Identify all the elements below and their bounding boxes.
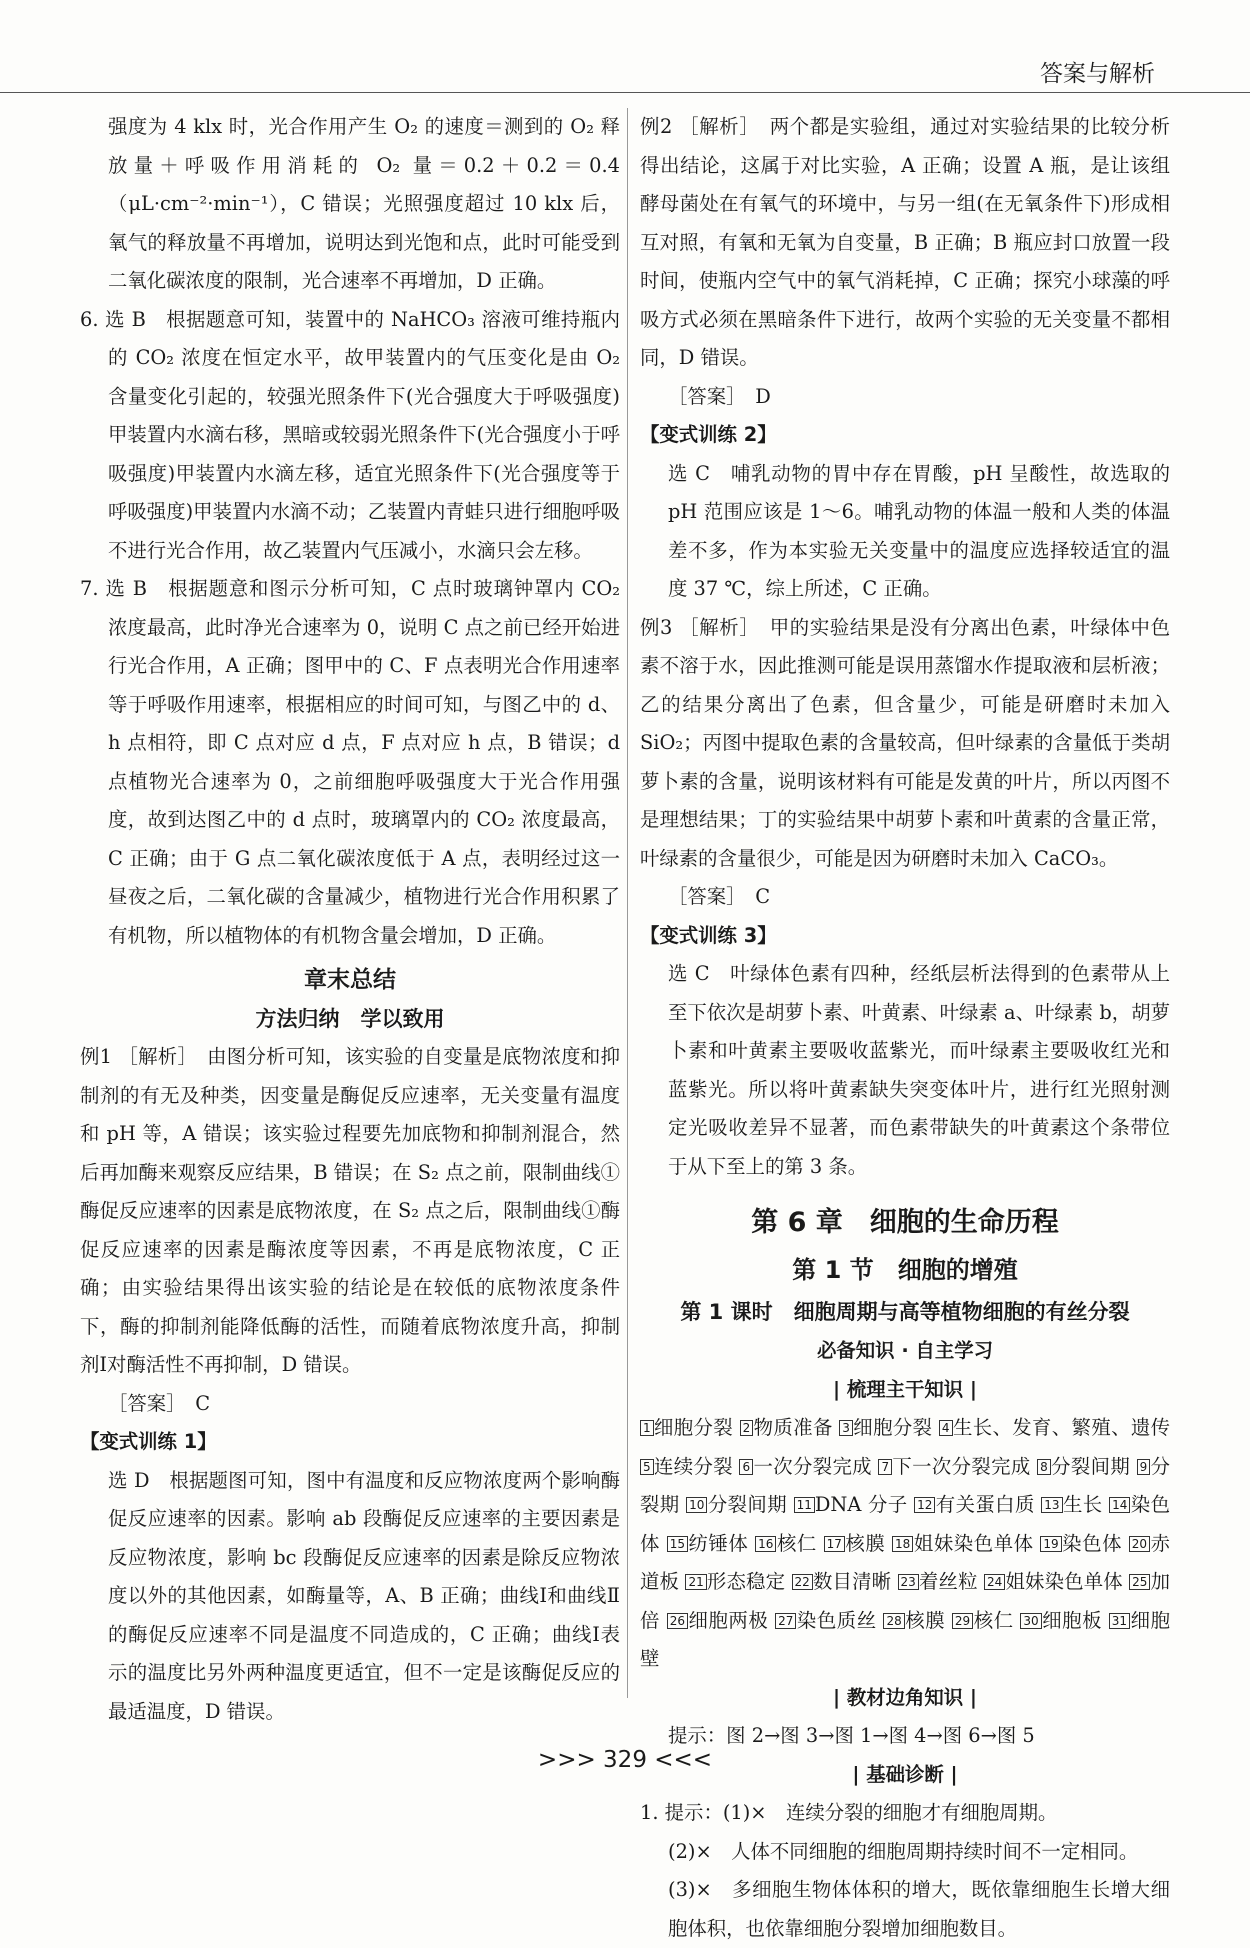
knowledge-number: 3	[839, 1420, 853, 1436]
knowledge-number: 9	[1137, 1459, 1151, 1475]
knowledge-item: 纺锤体	[687, 1531, 756, 1555]
knowledge-number: 12	[914, 1497, 935, 1513]
knowledge-item: 核仁	[776, 1531, 824, 1555]
answer-6: 6. 选 B 根据题意可知，装置中的 NaHCO₃ 溶液可维持瓶内的 CO₂ 浓度在恒定水平，故甲装置内的气压变化是由 O₂ 含量变化引起的，较强光照条件下(光合强度大于呼吸强度)甲装置内水滴右移，黑暗或较弱光照条件下(光合强度小于呼吸强度)甲装置内水滴左移，适宜光照条件下(光合强度等于呼吸强度)甲装置内水滴不动；乙装置内青蛙只进行细胞呼吸不进行光合作用，故乙装置内气压减小，水滴只会左移。	[80, 307, 620, 562]
knowledge-item: 物质准备	[753, 1416, 840, 1439]
knowledge-number: 15	[667, 1536, 688, 1552]
lesson-title: 第 1 课时 细胞周期与高等植物细胞的有丝分裂	[680, 1300, 1130, 1324]
diagnosis-3: (3)× 多细胞生物体体积的增大，既依靠细胞生长增大细胞体积，也依靠细胞分裂增加细胞数目。	[668, 1878, 1170, 1940]
header-title: 答案与解析	[1040, 61, 1155, 87]
answer-continuation: 强度为 4 klx 时，光合作用产生 O₂ 的速度＝测到的 O₂ 释放量＋呼吸作用消耗的 O₂ 量＝0.2＋0.2＝0.4（μL·cm⁻²·min⁻¹），C 错误；光照强度超过 10 klx 后，氧气的释放量不再增加，说明达到光饱和点，此时可能受到二氧化碳浓度的限制，光合速率不再增加，D 正确。	[108, 115, 620, 292]
answer-7: 7. 选 B 根据题意和图示分析可知，C 点时玻璃钟罩内 CO₂ 浓度最高，此时净光合速率为 0，说明 C 点之前已经开始进行光合作用，A 正确；图甲中的 C、F 点表明光合作用速率等于呼吸作用速率，根据相应的时间可知，与图乙中的 d、h 点相符，即 C 点对应 d 点，F 点对应 h 点，B 错误；d 点植物光合速率为 0，之前细胞呼吸强度大于光合作用强度，故到达图乙中的 d 点时，玻璃罩内的 CO₂ 浓度最高，C 正确；由于 G 点二氧化碳浓度低于 A 点，表明经过这一昼夜之后，二氧化碳的含量减少，植物进行光合作用积累了有机物，所以植物体的有机物含量会增加，D 正确。	[80, 577, 620, 947]
knowledge-number: 8	[1037, 1459, 1051, 1475]
example-3: 例3 ［解析］ 甲的实验结果是没有分离出色素，叶绿体中色素不溶于水，因此推测可能是误用蒸馏水作提取液和层析液；乙的结果分离出了色素，但含量少，可能是研磨时未加入 SiO₂；丙图中提取色素的含量较高，但叶绿素的含量低于类胡萝卜素的含量，说明该材料有可能是发黄的叶片，所以丙图不是理想结果；丁的实验结果中胡萝卜素和叶黄素的含量正常，叶绿素的含量很少，可能是因为研磨时未加入 CaCO₃。	[640, 615, 1170, 870]
knowledge-number: 17	[824, 1536, 845, 1552]
knowledge-number: 4	[939, 1420, 953, 1436]
knowledge-number: 16	[755, 1536, 776, 1552]
knowledge-number: 5	[640, 1459, 654, 1475]
knowledge-number: 22	[792, 1574, 813, 1590]
knowledge-number: 27	[775, 1613, 796, 1629]
knowledge-item: DNA 分子	[814, 1493, 915, 1516]
textbook-hint: 提示：图 2→图 3→图 1→图 4→图 6→图 5	[668, 1724, 1035, 1747]
knowledge-item: 姐妹染色单体	[913, 1531, 1041, 1555]
knowledge-item: 核仁	[973, 1608, 1021, 1632]
knowledge-item: 连续分裂	[653, 1454, 740, 1478]
variant-3-text: 选 C 叶绿体色素有四种，经纸层析法得到的色素带从上至下依次是胡萝卜素、叶黄素、叶绿素 a、叶绿素 b，胡萝卜素和叶黄素主要吸收蓝紫光，而叶绿素主要吸收红光和蓝紫光。所以将叶黄素缺失突变体叶片，进行红光照射测定光吸收差异不显著，而色素带缺失的叶黄素这个条带位于从下至上的第 3 条。	[668, 962, 1170, 1178]
knowledge-list	[640, 1409, 1170, 1679]
header-rule	[0, 92, 1250, 93]
chapter-title: 第 6 章 细胞的生命历程	[751, 1207, 1059, 1238]
page-number: >>> 329 <<<	[537, 1747, 713, 1773]
variant-1-title: 【变式训练 1】	[80, 1430, 217, 1453]
knowledge-number: 25	[1129, 1574, 1150, 1590]
knowledge-number: 1	[640, 1420, 654, 1436]
variant-1-text: 选 D 根据题图可知，图中有温度和反应物浓度两个影响酶促反应速率的因素。影响 ab 段酶促反应速率的主要因素是反应物浓度，影响 bc 段酶促反应速率的因素是除反应物浓度以外的其他因素，如酶量等，A、B 正确；曲线Ⅰ和曲线Ⅱ的酶促反应速率不同是温度不同造成的，C 正确；曲线Ⅰ表示的温度比另外两种温度更适宜，但不一定是该酶促反应的最适温度，D 错误。	[108, 1468, 620, 1723]
left-column	[80, 108, 620, 1731]
answer-ex2: ［答案］ D	[668, 384, 771, 408]
knowledge-number: 13	[1041, 1497, 1062, 1513]
knowledge-number: 19	[1040, 1536, 1061, 1552]
knowledge-number: 30	[1020, 1613, 1041, 1629]
knowledge-item: 生长	[1062, 1493, 1110, 1516]
knowledge-item: 染色质丝	[796, 1608, 884, 1632]
knowledge-number: 2	[740, 1420, 754, 1436]
knowledge-number: 24	[984, 1574, 1005, 1590]
knowledge-number: 21	[685, 1574, 706, 1590]
knowledge-number: 29	[952, 1613, 973, 1629]
knowledge-item: 形态稳定	[706, 1570, 792, 1593]
textbook-box-title: | 教材边角知识 |	[832, 1685, 977, 1709]
method-title: 方法归纳 学以致用	[255, 1006, 445, 1031]
knowledge-item: 数目清晰	[812, 1570, 898, 1593]
right-column	[640, 108, 1170, 1948]
diagnosis-box-title: | 基础诊断 |	[852, 1762, 958, 1786]
knowledge-number: 26	[667, 1613, 688, 1629]
variant-2-title: 【变式训练 2】	[640, 423, 777, 446]
must-know-title: 必备知识 · 自主学习	[817, 1339, 993, 1362]
variant-2-text: 选 C 哺乳动物的胃中存在胃酸，pH 呈酸性，故选取的 pH 范围应该是 1～6。哺乳动物的体温一般和人类的体温差不多，作为本实验无关变量中的温度应选择较适宜的温度 37 ℃，综上所述，C 正确。	[668, 461, 1170, 600]
knowledge-number: 18	[892, 1536, 913, 1552]
knowledge-item: 染色体	[1061, 1531, 1129, 1555]
example-2: 例2 ［解析］ 两个都是实验组，通过对实验结果的比较分析得出结论，这属于对比实验，A 正确；设置 A 瓶，是让该组酵母菌处在有氧气的环境中，与另一组(在无氧条件下)形成相互对照，有氧和无氧为自变量，B 正确；B 瓶应封口放置一段时间，使瓶内空气中的氧气消耗掉，C 正确；探究小球藻的呼吸方式必须在黑暗条件下进行，故两个实验的无关变量不都相同，D 错误。	[640, 115, 1170, 369]
knowledge-item: 下一次分裂完成	[892, 1454, 1038, 1478]
knowledge-item: 着丝粒	[918, 1570, 984, 1593]
knowledge-item: 细胞分裂	[852, 1416, 939, 1439]
knowledge-item: 分裂间期	[1050, 1454, 1137, 1478]
knowledge-item: 核膜	[904, 1608, 952, 1632]
column-divider	[627, 108, 628, 1698]
diagnosis-1: 1. 提示：(1)× 连续分裂的细胞才有细胞周期。	[640, 1801, 1058, 1824]
example-1: 例1 ［解析］ 由图分析可知，该实验的自变量是底物浓度和抑制剂的有无及种类，因变量是酶促反应速率，无关变量有温度和 pH 等，A 错误；该实验过程要先加底物和抑制剂混合，然后再加酶来观察反应结果，B 错误；在 S₂ 点之前，限制曲线①酶促反应速率的因素是底物浓度，在 S₂ 点之后，限制曲线①酶促反应速率的因素是酶浓度等因素，不再是底物浓度，C 正确；由实验结果得出该实验的结论是在较低的底物浓度条件下，酶的抑制剂能降低酶的活性，而随着底物浓度升高，抑制剂Ⅰ对酶活性不再抑制，D 错误。	[80, 1045, 620, 1376]
diagnosis-2: (2)× 人体不同细胞的细胞周期持续时间不一定相同。	[668, 1839, 1139, 1863]
knowledge-number: 20	[1129, 1536, 1150, 1552]
knowledge-item: 生长、发育、繁殖、遗传	[952, 1416, 1171, 1439]
knowledge-number: 14	[1109, 1497, 1130, 1513]
knowledge-item: 细胞分裂	[653, 1416, 740, 1439]
knowledge-number: 10	[686, 1497, 707, 1513]
knowledge-item: 染色体	[640, 1493, 1170, 1555]
knowledge-number: 28	[883, 1613, 904, 1629]
section-title: 第 1 节 细胞的增殖	[792, 1256, 1018, 1284]
knowledge-number: 11	[794, 1497, 815, 1513]
knowledge-item: 姐妹染色单体	[1005, 1570, 1130, 1593]
knowledge-item: 细胞两极	[687, 1608, 776, 1632]
knowledge-number: 6	[739, 1459, 753, 1475]
knowledge-item: 分裂间期	[707, 1493, 794, 1516]
knowledge-number: 31	[1109, 1613, 1130, 1629]
knowledge-item: 有关蛋白质	[935, 1493, 1042, 1516]
knowledge-item: 加倍	[640, 1570, 1170, 1632]
variant-3-title: 【变式训练 3】	[640, 923, 777, 947]
knowledge-item: 细胞壁	[640, 1608, 1170, 1670]
summary-title: 章末总结	[304, 967, 396, 993]
knowledge-item: 一次分裂完成	[753, 1454, 879, 1478]
answer-ex3: ［答案］ C	[668, 885, 771, 908]
knowledge-number: 23	[898, 1574, 919, 1590]
knowledge-item: 核膜	[844, 1531, 893, 1555]
knowledge-item: 分裂期	[640, 1454, 1171, 1516]
answer-ex1: ［答案］ C	[108, 1391, 211, 1415]
knowledge-box-title: | 梳理主干知识 |	[832, 1377, 977, 1401]
knowledge-number: 7	[878, 1459, 892, 1475]
knowledge-item: 赤道板	[640, 1531, 1170, 1593]
knowledge-item: 细胞板	[1041, 1608, 1109, 1632]
